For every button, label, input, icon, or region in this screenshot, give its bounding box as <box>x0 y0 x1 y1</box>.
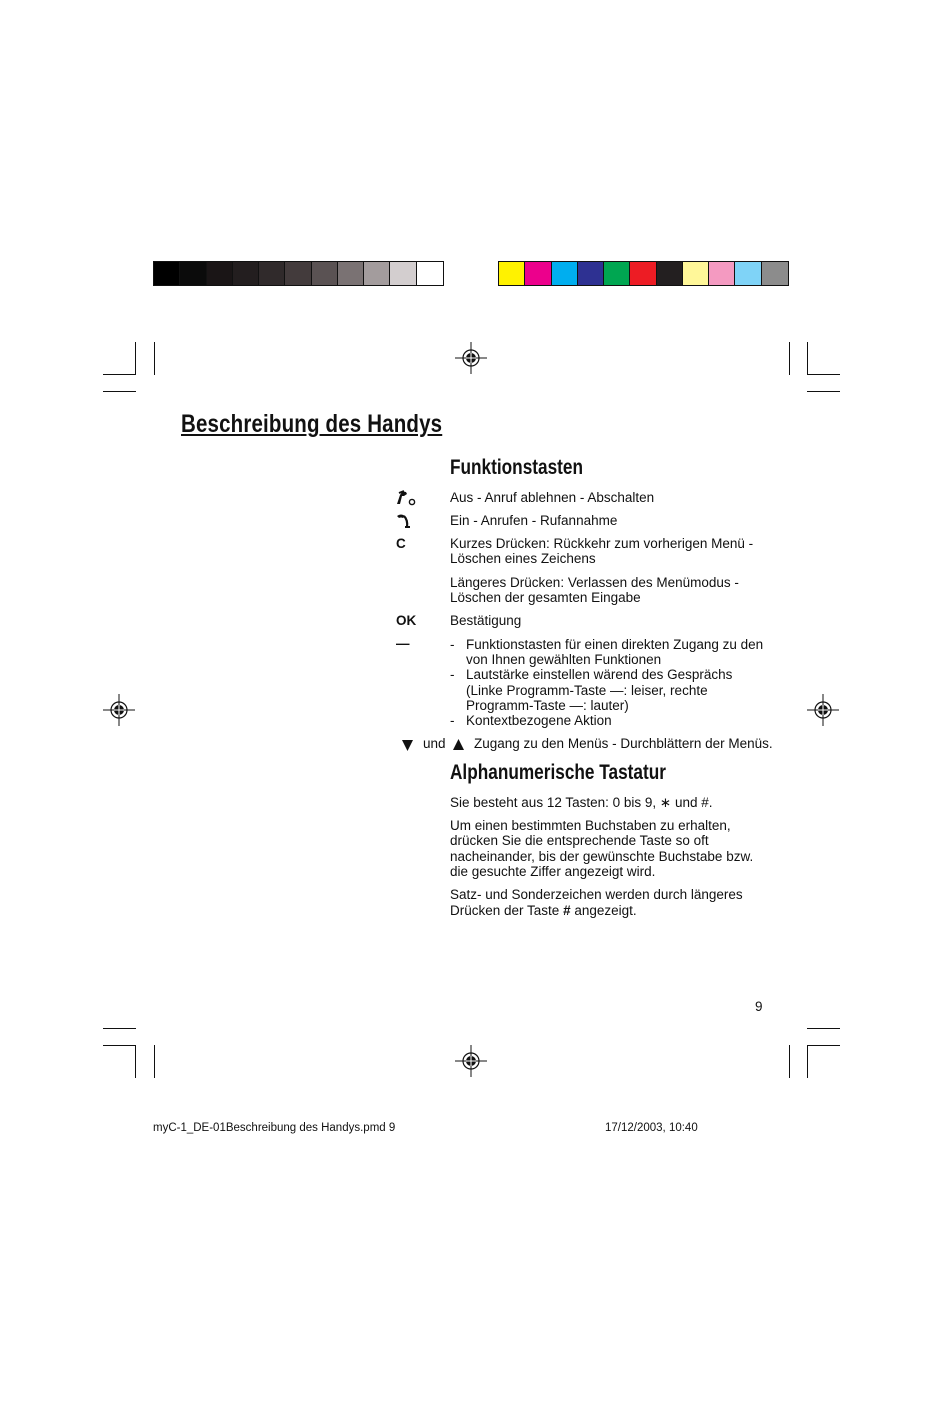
color-swatch <box>525 262 551 285</box>
call-key-icon <box>395 512 413 530</box>
text-fragment: Drücken der Taste <box>450 903 564 918</box>
list-dash: - <box>450 637 455 652</box>
color-swatch <box>259 262 285 285</box>
color-swatch <box>735 262 761 285</box>
crop-mark <box>807 1045 808 1078</box>
crop-mark <box>103 1028 136 1029</box>
end-call-key-icon <box>395 489 417 507</box>
color-swatch <box>390 262 416 285</box>
call-key-description: Ein - Anrufen - Rufannahme <box>450 513 618 528</box>
c-key-long-line2: Löschen der gesamten Eingabe <box>450 590 641 605</box>
list-dash: - <box>450 667 455 682</box>
color-swatch <box>709 262 735 285</box>
crop-mark <box>154 1045 155 1078</box>
color-swatch <box>338 262 364 285</box>
crop-mark <box>807 1028 840 1029</box>
tastatur-paragraph-2-line3: nacheinander, bis der gewünschte Buchstabe bzw. <box>450 849 754 864</box>
color-swatch <box>630 262 656 285</box>
crop-mark <box>154 342 155 375</box>
c-key-short-line2: Löschen eines Zeichens <box>450 551 596 566</box>
tastatur-paragraph-2-line1: Um einen bestimmten Buchstaben zu erhalten, <box>450 818 731 833</box>
crop-mark <box>135 1045 136 1078</box>
section-heading-funktionstasten: Funktionstasten <box>450 456 583 479</box>
crop-mark <box>103 374 136 375</box>
registration-mark-icon <box>103 694 135 726</box>
color-swatch <box>657 262 683 285</box>
list-item-line: Kontextbezogene Aktion <box>466 713 612 728</box>
list-item-line: Lautstärke einstellen wärend des Gesprächs <box>466 667 733 682</box>
up-arrow-icon <box>453 739 464 751</box>
tastatur-paragraph-1: Sie besteht aus 12 Tasten: 0 bis 9, ∗ und #. <box>450 795 713 810</box>
nav-key-description: Zugang zu den Menüs - Durchblättern der Menüs. <box>474 736 773 751</box>
tastatur-paragraph-3-line1: Satz- und Sonderzeichen werden durch längeres <box>450 887 743 902</box>
crop-mark <box>135 342 136 375</box>
crop-mark <box>807 342 808 375</box>
text-fragment: angezeigt. <box>570 903 637 918</box>
footer-timestamp: 17/12/2003, 10:40 <box>605 1122 698 1134</box>
color-swatch <box>312 262 338 285</box>
process-color-bar <box>498 261 789 286</box>
nav-und: und <box>423 736 446 751</box>
crop-mark <box>807 1045 840 1046</box>
ok-key-description: Bestätigung <box>450 613 522 628</box>
color-swatch <box>604 262 630 285</box>
crop-mark <box>807 391 840 392</box>
color-swatch <box>285 262 311 285</box>
page-number: 9 <box>755 999 763 1014</box>
softkey-label: — <box>396 636 410 651</box>
list-item-line: von Ihnen gewählten Funktionen <box>466 652 662 667</box>
crop-mark <box>807 374 840 375</box>
c-key-short-line1: Kurzes Drücken: Rückkehr zum vorherigen Menü - <box>450 536 754 551</box>
color-swatch <box>233 262 259 285</box>
crop-mark <box>789 1045 790 1078</box>
ok-key-label: OK <box>396 613 417 628</box>
list-dash: - <box>450 713 455 728</box>
c-key-long-line1: Längeres Drücken: Verlassen des Menümodus - <box>450 575 739 590</box>
color-swatch <box>499 262 525 285</box>
footer-filename: myC-1_DE-01Beschreibung des Handys.pmd 9 <box>153 1122 396 1134</box>
color-swatch <box>417 262 443 285</box>
crop-mark <box>103 1045 136 1046</box>
section-heading-tastatur: Alphanumerische Tastatur <box>450 761 666 784</box>
tastatur-paragraph-3-line2 <box>450 903 637 919</box>
registration-mark-icon <box>455 342 487 374</box>
crop-mark <box>103 391 136 392</box>
color-swatch <box>364 262 390 285</box>
color-swatch <box>578 262 604 285</box>
registration-mark-icon <box>807 694 839 726</box>
grayscale-color-bar <box>153 261 444 286</box>
color-swatch <box>180 262 206 285</box>
list-item-line: Programm-Taste —: lauter) <box>466 698 629 713</box>
color-swatch <box>154 262 180 285</box>
color-swatch <box>552 262 578 285</box>
down-arrow-icon <box>402 739 413 751</box>
end-key-description: Aus - Anruf ablehnen - Abschalten <box>450 490 655 505</box>
c-key-label: C <box>396 536 406 551</box>
page-title: Beschreibung des Handys <box>181 410 443 438</box>
color-swatch <box>683 262 709 285</box>
tastatur-paragraph-2-line4: die gesuchte Ziffer angezeigt wird. <box>450 864 656 879</box>
list-item-line: (Linke Programm-Taste —: leiser, rechte <box>466 683 708 698</box>
tastatur-paragraph-2-line2: drücken Sie die entsprechende Taste so oft <box>450 833 709 848</box>
color-swatch <box>762 262 788 285</box>
registration-mark-icon <box>455 1045 487 1077</box>
hash-key: # <box>563 903 571 918</box>
crop-mark <box>789 342 790 375</box>
list-item-line: Funktionstasten für einen direkten Zugang zu den <box>466 637 764 652</box>
color-swatch <box>207 262 233 285</box>
